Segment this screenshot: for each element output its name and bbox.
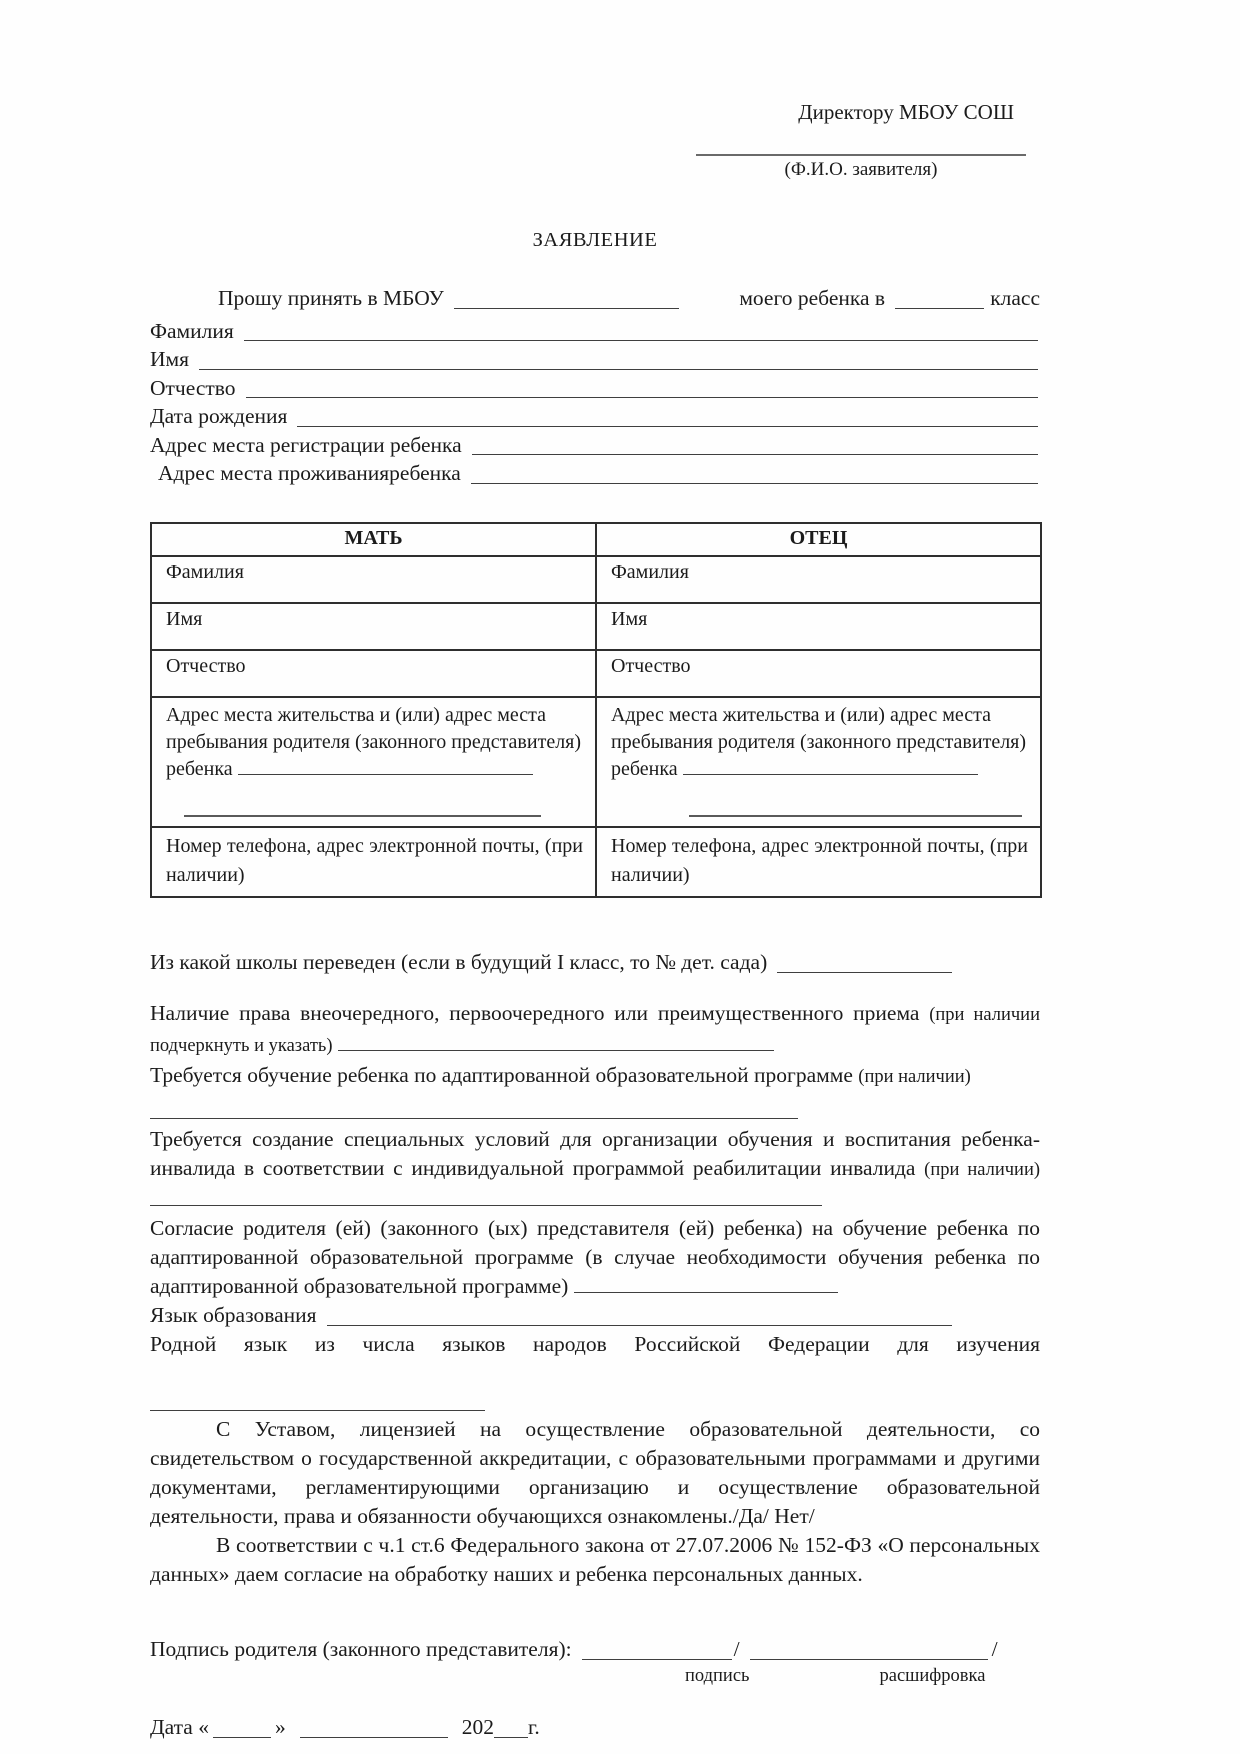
special-conditions-blank — [150, 1205, 822, 1206]
table-row — [151, 603, 1041, 650]
request-tail-text: класс — [990, 286, 1040, 310]
mother-patronymic-cell: Отчество — [151, 650, 596, 697]
surname-blank — [244, 340, 1038, 341]
date-lead: Дата « — [150, 1714, 209, 1739]
parents-table — [150, 522, 1042, 898]
patronymic-label: Отчество — [150, 375, 236, 400]
residence-address-label: Адрес места проживанияребенка — [158, 461, 461, 485]
signature-hint: подпись — [685, 1665, 750, 1686]
acknowledgement-paragraph: С Уставом, лицензией на осуществление образовательной деятельности, со свидетельством о государственной аккредитации, с образовательными программами и другими документами, регламентирующими организацию и осуществление образовательной деятельности, права и обязанности обучающихся ознакомлены./Да/ Нет/ — [150, 1416, 1040, 1528]
father-address-label: Адрес места жительства и (или) адрес места пребывания родителя (законного представителя) ребенка — [611, 703, 1027, 780]
decode-hint: расшифровка — [879, 1665, 986, 1686]
request-line — [150, 284, 1040, 313]
education-language-label: Язык образования — [150, 1302, 317, 1327]
table-row — [151, 827, 1041, 897]
date-year-prefix: 202 — [461, 1714, 494, 1739]
mother-name-cell: Имя — [151, 603, 596, 650]
field-row-registration-address — [150, 431, 1040, 460]
personal-data-paragraph: В соответствии с ч.1 ст.6 Федерального закона от 27.07.2006 № 152-ФЗ «О персональных данных» даем согласие на обработку наших и ребенка персональных данных. — [150, 1532, 1040, 1586]
special-conditions-label: Требуется создание специальных условий для организации обучения и воспитания ребенка-инвалида в соответствии с индивидуальной программой реабилитации инвалида — [150, 1126, 1040, 1180]
form-title: ЗАЯВЛЕНИЕ — [532, 229, 658, 251]
date-line — [150, 1713, 1040, 1742]
addressee-line: Директору МБОУ СОШ — [798, 100, 1014, 124]
field-row-patronymic — [150, 374, 1040, 403]
date-day-blank — [213, 1737, 271, 1738]
signature-decode-blank — [750, 1659, 988, 1660]
table-row — [151, 556, 1041, 603]
mother-column-header: МАТЬ — [151, 523, 596, 556]
mother-phone-cell: Номер телефона, адрес электронной почты, (при наличии) — [151, 827, 596, 897]
priority-blank — [338, 1050, 774, 1051]
signature-label: Подпись родителя (законного представителя): — [150, 1636, 572, 1661]
name-blank — [199, 369, 1038, 370]
consent-label: Согласие родителя (ей) (законного (ых) представителя (ей) ребенка) на обучение ребенка по адаптированной образовательной программе (в случае необходимости обучения ребенка по адаптированной образовательной программе) — [150, 1215, 1040, 1298]
adapted-note: (при наличии) — [858, 1066, 971, 1087]
patronymic-blank — [246, 397, 1038, 398]
field-row-birthdate — [150, 402, 1040, 431]
school-name-blank — [454, 308, 679, 309]
adapted-label: Требуется обучение ребенка по адаптированной образовательной программе — [150, 1062, 853, 1087]
transfer-line — [150, 948, 1040, 977]
applicant-name-hint: (Ф.И.О. заявителя) — [784, 159, 938, 180]
registration-address-blank — [472, 454, 1038, 455]
date-month-blank — [300, 1737, 448, 1738]
priority-label: Наличие права внеочередного, первоочередного или преимущественного приема — [150, 1000, 920, 1025]
request-middle-text: моего ребенка в — [739, 286, 886, 310]
field-row-name — [150, 345, 1040, 374]
father-surname-cell: Фамилия — [596, 556, 1041, 603]
applicant-name-line — [696, 154, 1026, 181]
father-name-cell: Имя — [596, 603, 1041, 650]
child-fields — [150, 317, 1040, 488]
birthdate-blank — [297, 426, 1038, 427]
date-year-suffix: г. — [527, 1714, 540, 1739]
transfer-blank — [777, 972, 952, 973]
mother-address-blank-2 — [184, 815, 541, 817]
parents-table-header-row — [151, 523, 1041, 556]
native-language-line — [150, 1330, 1040, 1388]
signature-blank — [582, 1659, 732, 1660]
father-patronymic-cell: Отчество — [596, 650, 1041, 697]
signature-slash-1: / — [733, 1636, 740, 1661]
father-address-blank-2 — [689, 815, 1022, 817]
signature-slash-2: / — [991, 1636, 998, 1661]
adapted-program-line — [150, 1061, 1040, 1119]
consent-blank — [574, 1292, 838, 1293]
table-row — [151, 650, 1041, 697]
native-language-blank — [150, 1410, 485, 1411]
transfer-label: Из какой школы переведен (если в будущий I класс, то № дет. сада) — [150, 949, 768, 974]
class-number-blank — [895, 308, 984, 309]
name-label: Имя — [150, 347, 190, 371]
father-phone-cell: Номер телефона, адрес электронной почты, (при наличии) — [596, 827, 1041, 897]
field-row-surname — [150, 317, 1040, 346]
residence-address-blank — [471, 483, 1038, 484]
date-year-blank — [494, 1737, 528, 1738]
consent-paragraph — [150, 1214, 1040, 1301]
table-row — [151, 697, 1041, 827]
native-language-label: Родной язык из числа языков народов Российской Федерации для изучения — [150, 1331, 1040, 1356]
signature-hints-row — [150, 1666, 1040, 1687]
request-lead-text: Прошу принять в МБОУ — [218, 286, 444, 310]
father-address-cell — [596, 697, 1041, 827]
mother-address-blank — [238, 774, 533, 775]
signature-line — [150, 1635, 1040, 1664]
mother-address-cell — [151, 697, 596, 827]
mother-address-label: Адрес места жительства и (или) адрес места пребывания родителя (законного представителя) ребенка — [166, 703, 582, 780]
father-address-blank — [683, 774, 978, 775]
father-column-header: ОТЕЦ — [596, 523, 1041, 556]
birthdate-label: Дата рождения — [150, 404, 288, 428]
special-conditions-note: (при наличии) — [924, 1159, 1040, 1180]
mother-surname-cell: Фамилия — [151, 556, 596, 603]
priority-paragraph — [150, 999, 1040, 1061]
special-conditions-paragraph — [150, 1125, 1040, 1214]
adapted-blank — [150, 1118, 798, 1119]
priority-note: (при наличии подчеркнуть и указать) — [150, 1004, 1040, 1056]
registration-address-label: Адрес места регистрации ребенка — [150, 432, 462, 457]
field-row-residence-address — [150, 459, 1040, 488]
surname-label: Фамилия — [150, 318, 234, 343]
date-close-quote: » — [274, 1714, 286, 1739]
education-language-blank — [327, 1325, 952, 1326]
education-language-line — [150, 1301, 1040, 1330]
